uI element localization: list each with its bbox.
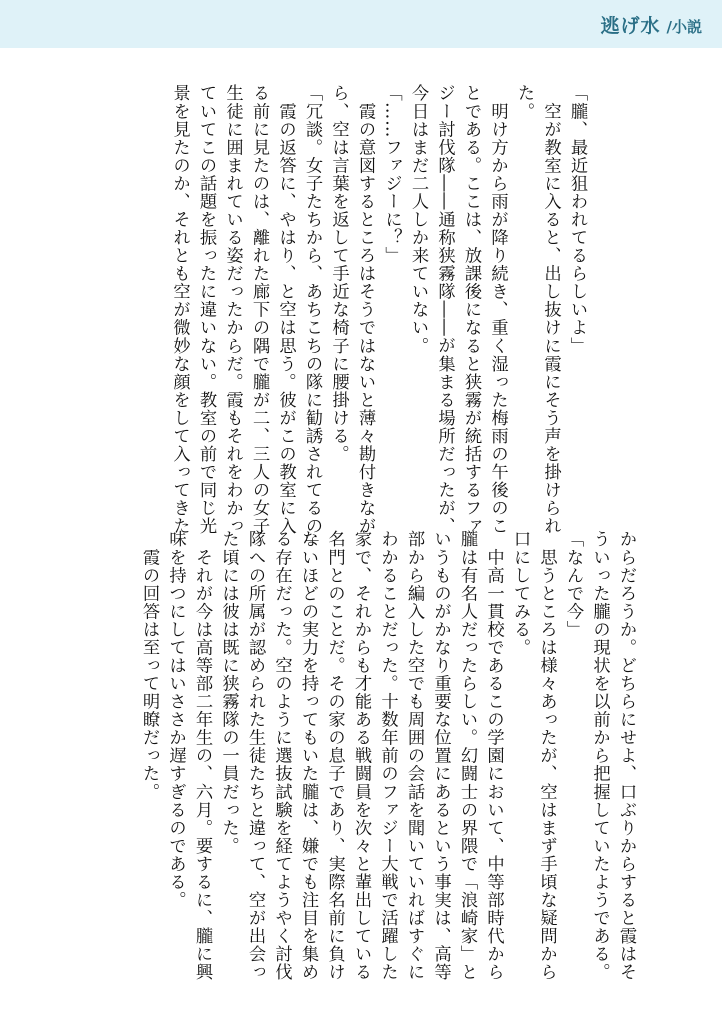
text-line: 隊への所属が認められた生徒たちと違って、空が出会っ [245,530,265,981]
text-line: 「……ファジーに？」 [381,84,402,265]
text-line: 「冗談。女子たちから、あちこちの隊に勧誘されてるの」 [302,84,322,554]
text-line: た頃には彼は既に狭霧隊の一員だった。 [218,530,239,855]
text-line: 霞の返答に、やはり、と空は思う。彼がこの教室に入 [275,84,296,535]
text-line: 霞の意図するところはそうではないと薄々勘付きなが [355,84,375,535]
text-line: た。 [514,84,534,121]
text-line: 霞の回答は至って明瞭だった。 [139,530,159,801]
text-line: わかることだった。十数年前のファジー大戦で活躍した [377,530,398,981]
text-line: 景を見たのか、それとも空が微妙な顔をして入ってきた [169,84,190,535]
text-line: 空が教室に入ると、出し抜けに霞にそう声を掛けられ [540,84,561,535]
text-line: ていてこの話題を振ったに違いない。教室の前で同じ光 [196,84,216,535]
text-line: 口にしてみる。 [510,530,530,657]
text-line: それが今は高等部二年生の、六月。要するに、朧に興 [192,530,212,981]
text-line: ジー討伐隊――通称狭霧隊――が集まる場所だったが、 [434,84,455,535]
upper-text-block [166,84,590,554]
text-line: 今日はまだ二人しか来ていない。 [408,84,428,355]
text-line: からだろうか。どちらにせよ、口ぶりからすると霞はそ [616,530,636,981]
text-line: 中高一貫校であるこの学園において、中等部時代から [483,530,504,981]
text-line: 「なんで今」 [563,530,583,639]
text-line: 朧は有名人だったらしい。幻闘士の界隈で「浪崎家」と [457,530,477,981]
text-line: 家で、それからも才能ある戦闘員を次々と輩出している [351,530,371,981]
text-line: とである。ここは、放課後になると狭霧が統括するファ [461,84,481,535]
text-line: ないほどの実力を持ってもいた朧は、嫌でも注目を集め [298,530,318,981]
text-line: る前に見たのは、離れた廊下の隅で朧が二、三人の女子 [249,84,269,535]
text-line: 「朧、最近狙われてるらしいよ」 [567,84,587,355]
text-line: 部から編入した空でも周囲の会話を聞いていればすぐに [404,530,424,981]
text-line: ういった朧の現状を以前から把握していたようである。 [589,530,610,981]
header-title-group [601,0,703,48]
text-line: いうものがかなり重要な位置にあるという事実は、高等 [430,530,451,981]
text-line: 名門とのことだ。その家の息子であり、実際名前に負け [324,530,345,981]
text-line: 生徒に囲まれている姿だったからだ。霞もそれをわかっ [222,84,243,535]
text-line: 味を持つにしてはいささか遅すぎるのである。 [165,530,186,909]
text-line: ら、空は言葉を返して手近な椅子に腰掛ける。 [328,84,349,463]
text-line: 思うところは様々あったが、空はまず手頃な疑問から [536,530,557,981]
page-category: /小説 [666,18,702,36]
page-title: 逃げ水 [600,15,661,37]
text-line: 明け方から雨が降り続き、重く湿った梅雨の午後のこ [487,84,508,535]
text-line: る存在だった。空のように選抜試験を経てようやく討伐 [271,530,292,981]
lower-text-block [136,530,640,981]
